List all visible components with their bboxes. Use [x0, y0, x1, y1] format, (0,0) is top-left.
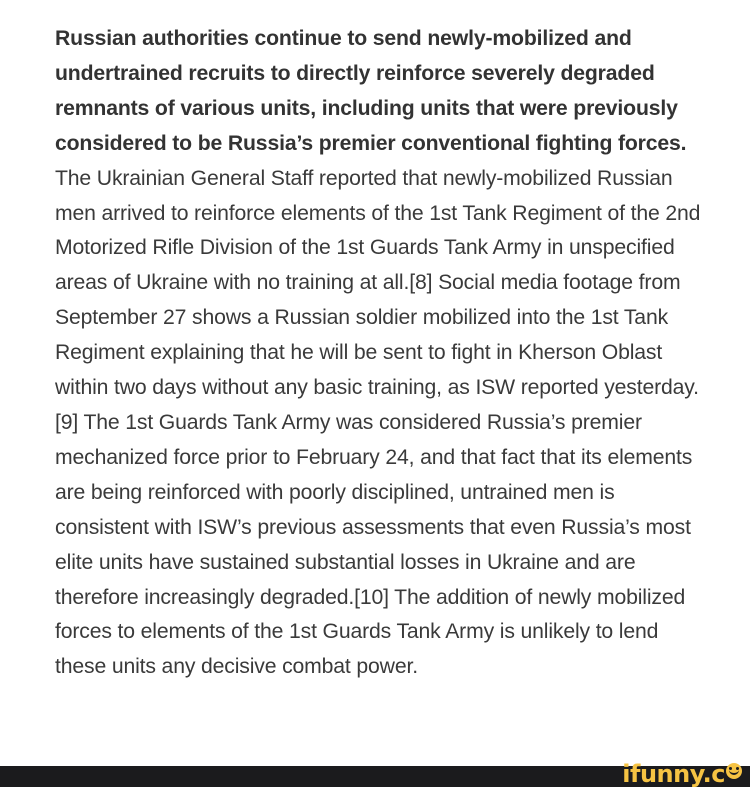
article-body-text: The Ukrainian General Staff reported that newly-mobilized Russian men arrived to reinforce elements of the 1st Tank Regiment of the 2nd Motorized Rifle Division of the 1st Guards Tank Army in unspecified areas of Ukraine with no training at all.[8] Social media footage from September 27 shows a Russian soldier mobilized into the 1st Tank Regiment explaining that he will be sent to fight in Kherson Oblast within two days without any basic training, as ISW reported yesterday.[9] The 1st Guards Tank Army was considered Russia’s premier mechanized force prior to February 24, and that fact that its elements are being reinforced with poorly disciplined, untrained men is consistent with ISW’s previous assessments that even Russia’s most elite units have sustained substantial losses in Ukraine and are therefore increasingly degraded.[10] The addition of newly mobilized forces to elements of the 1st Guards Tank Army is unlikely to lend these units any decisive combat power. — [55, 166, 701, 679]
smiley-icon — [726, 763, 742, 779]
ifunny-watermark — [622, 757, 742, 787]
watermark-text: ifunny.c — [622, 760, 725, 788]
article-lead-bold: Russian authorities continue to send newly-mobilized and undertrained recruits to directly reinforce severely degraded remnants of various units, including units that were previously considered to be Russia’s premier conventional fighting forces. — [55, 27, 687, 155]
article-paragraph — [55, 22, 703, 685]
article-excerpt — [55, 22, 703, 685]
